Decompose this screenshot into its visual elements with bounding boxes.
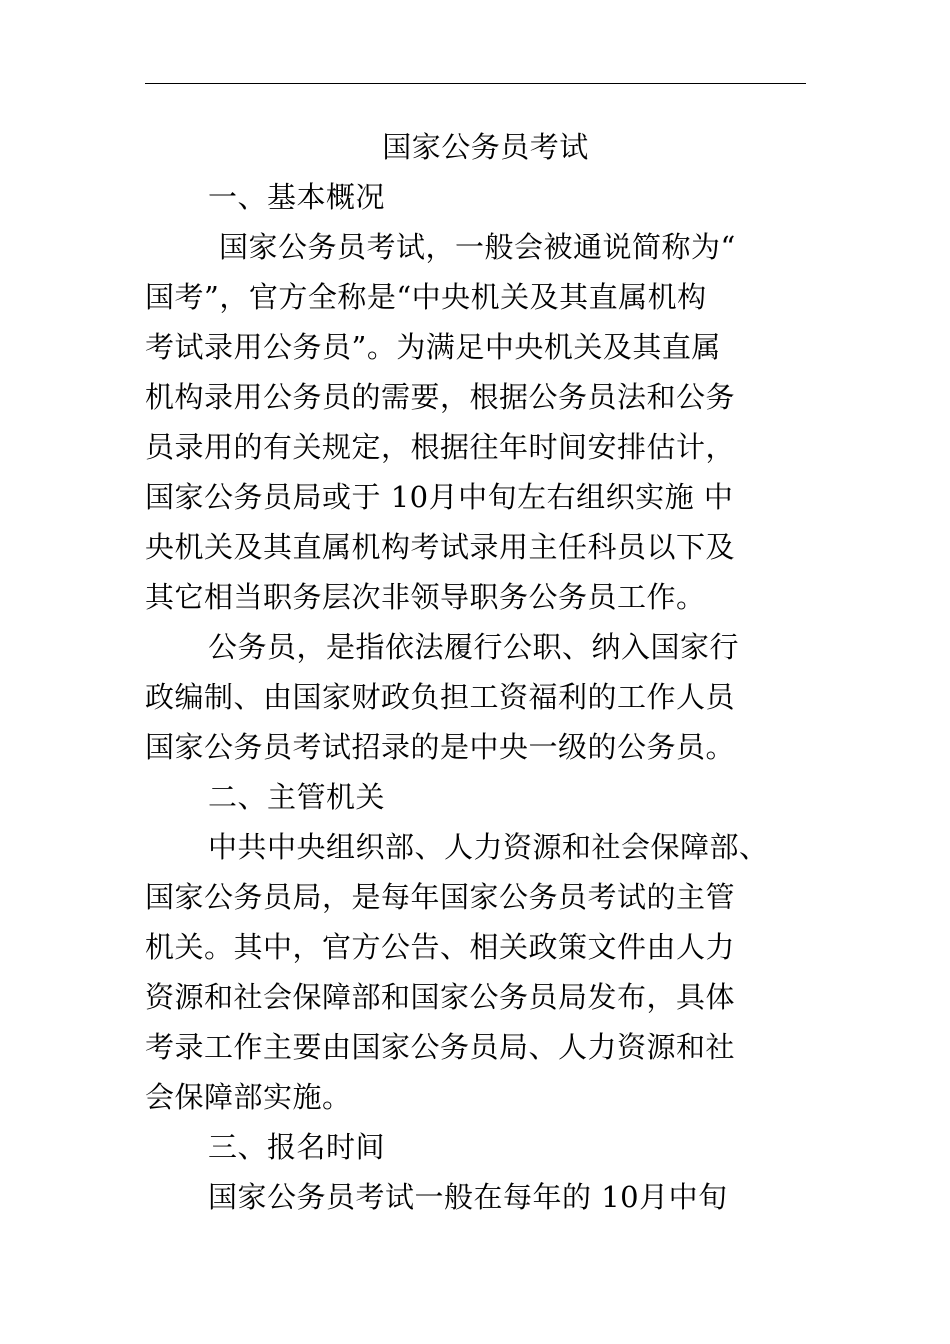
header-rule [145,83,806,84]
document-title: 国家公务员考试 [382,130,589,164]
document-body [145,122,806,1222]
section-heading-1: 一、基本概况 [208,180,386,214]
paragraph-line: 考试录用公务员”。为满足中央机关及其直属 [145,330,721,364]
paragraph-line: 其它相当职务层次非领导职务公务员工作。 [145,580,706,614]
paragraph-line: 国考”，官方全称是“中央机关及其直属机构 [145,280,707,314]
paragraph-line: 国家公务员局，是每年国家公务员考试的主管 [145,880,736,914]
paragraph-line: 资源和社会保障部和国家公务员局发布，具体 [145,980,736,1014]
paragraph-line: 员录用的有关规定，根据往年时间安排估计， [145,430,736,464]
paragraph-line: 政编制、由国家财政负担工资福利的工作人员 [145,680,736,714]
paragraph-line: 考录工作主要由国家公务员局、人力资源和社 [145,1030,736,1064]
paragraph-line: 国家公务员考试招录的是中央一级的公务员。 [145,730,736,764]
paragraph-line: 机关。其中，官方公告、相关政策文件由人力 [145,930,736,964]
paragraph-line: 公务员，是指依法履行公职、纳入国家行 [208,630,740,664]
section-heading-3: 三、报名时间 [208,1130,386,1164]
paragraph-line: 央机关及其直属机构考试录用主任科员以下及 [145,530,736,564]
paragraph-line: 机构录用公务员的需要，根据公务员法和公务 [145,380,736,414]
paragraph-line: 国家公务员局或于 10月中旬左右组织实施 中 [145,480,734,514]
paragraph-line: 中共中央组织部、人力资源和社会保障部、 [208,830,769,864]
paragraph-line: 国家公务员考试，一般会被通说简称为“ [219,230,736,264]
paragraph-line: 会保障部实施。 [145,1080,352,1114]
section-heading-2: 二、主管机关 [208,780,386,814]
paragraph-line: 国家公务员考试一般在每年的 10月中旬 [208,1180,728,1214]
